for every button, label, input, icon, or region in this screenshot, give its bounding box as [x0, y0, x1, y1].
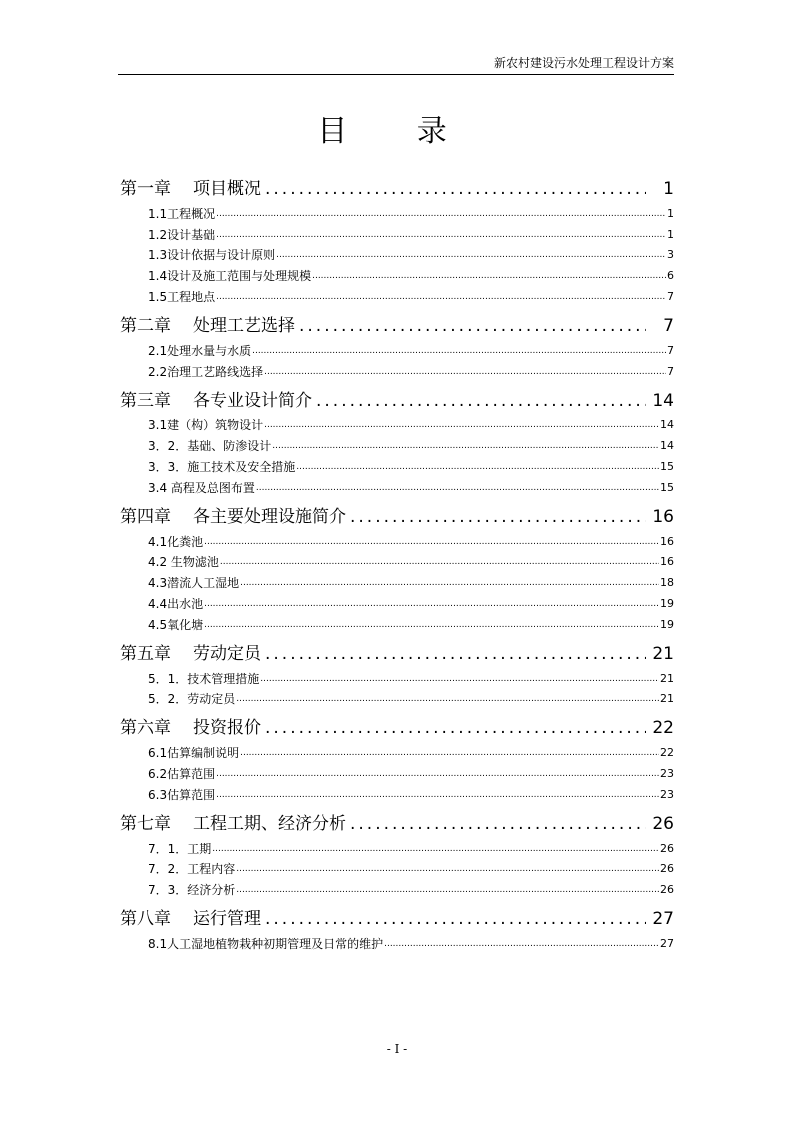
dot-leader — [264, 364, 666, 380]
section-page-number: 27 — [660, 936, 674, 950]
page-title: 目 录 — [317, 114, 477, 149]
toc-chapter-entry[interactable] — [120, 902, 674, 931]
dot-leader — [256, 480, 659, 496]
dot-leader — [265, 642, 646, 666]
dot-leader — [296, 459, 659, 475]
section-title: 5．1．技术管理措施 — [148, 671, 260, 686]
chapter-title: 工程工期、经济分析 — [193, 813, 346, 834]
dot-leader — [204, 617, 659, 633]
dot-leader — [216, 787, 659, 803]
chapter-page-number: 7 — [663, 315, 674, 336]
dot-leader — [384, 936, 659, 952]
toc-section-entry[interactable] — [148, 284, 674, 305]
chapter-number: 第八章 — [120, 909, 171, 930]
section-title: 3.1建（构）筑物设计 — [148, 418, 264, 433]
chapter-title: 各主要处理设施简介 — [193, 506, 346, 527]
chapter-title: 运行管理 — [193, 909, 261, 930]
section-page-number: 7 — [667, 364, 674, 378]
section-page-number: 15 — [660, 480, 674, 494]
toc-section-entry[interactable] — [148, 475, 674, 496]
toc-chapter-entry[interactable] — [120, 637, 674, 666]
toc-section-entry[interactable] — [148, 877, 674, 898]
dot-leader — [265, 177, 646, 201]
dot-leader — [350, 505, 646, 529]
section-title: 3．2．基础、防渗设计 — [148, 439, 272, 454]
dot-leader — [276, 247, 666, 263]
toc-chapter-entry[interactable] — [120, 500, 674, 529]
dot-leader — [312, 268, 666, 284]
dot-leader — [236, 691, 659, 707]
toc-section-entry[interactable] — [148, 761, 674, 782]
toc-chapter-entry[interactable] — [120, 807, 674, 836]
section-page-number: 18 — [660, 576, 674, 590]
chapter-page-number: 21 — [652, 643, 674, 664]
section-title: 4.3潜流人工湿地 — [148, 576, 240, 591]
section-page-number: 19 — [660, 596, 674, 610]
dot-leader — [236, 882, 659, 898]
section-page-number: 23 — [660, 787, 674, 801]
section-title: 3．3．施工技术及安全措施 — [148, 459, 296, 474]
toc-section-entry[interactable] — [148, 222, 674, 243]
section-page-number: 19 — [660, 617, 674, 631]
section-title: 3.4 高程及总图布置 — [148, 480, 255, 495]
dot-leader — [240, 575, 659, 591]
dot-leader — [216, 206, 666, 222]
chapter-number: 第三章 — [120, 390, 171, 411]
toc-chapter-entry[interactable] — [120, 309, 674, 338]
section-title: 5．2．劳动定员 — [148, 692, 236, 707]
chapter-page-number: 16 — [652, 506, 674, 527]
chapter-page-number: 22 — [652, 718, 674, 739]
toc-section-entry[interactable] — [148, 263, 674, 284]
toc-section-entry[interactable] — [148, 740, 674, 761]
section-title: 7．2．工程内容 — [148, 862, 236, 877]
chapter-page-number: 1 — [663, 179, 674, 199]
section-page-number: 23 — [660, 766, 674, 780]
section-page-number: 6 — [667, 269, 674, 283]
section-page-number: 22 — [660, 746, 674, 760]
section-title: 4.5氧化塘 — [148, 617, 204, 632]
chapter-number: 第二章 — [120, 315, 171, 336]
dot-leader — [204, 596, 659, 612]
running-header: 新农村建设污水处理工程设计方案 — [118, 54, 674, 75]
toc-section-entry[interactable] — [148, 836, 674, 857]
dot-leader — [240, 745, 659, 761]
section-page-number: 16 — [660, 534, 674, 548]
section-page-number: 3 — [667, 248, 674, 262]
section-title: 1.2设计基础 — [148, 227, 216, 242]
toc-section-entry[interactable] — [148, 550, 674, 571]
section-title: 6.1估算编制说明 — [148, 746, 240, 761]
section-title: 4.2 生物滤池 — [148, 555, 219, 570]
toc-chapter-entry[interactable] — [120, 172, 674, 201]
section-page-number: 1 — [667, 206, 674, 220]
dot-leader — [216, 289, 666, 305]
toc-section-entry[interactable] — [148, 612, 674, 633]
section-page-number: 26 — [660, 883, 674, 897]
dot-leader — [236, 861, 659, 877]
chapter-title: 劳动定员 — [193, 643, 261, 664]
dot-leader — [316, 389, 646, 413]
chapter-title: 投资报价 — [193, 718, 261, 739]
toc-chapter-entry[interactable] — [120, 711, 674, 740]
toc-section-entry[interactable] — [148, 857, 674, 878]
section-page-number: 26 — [660, 841, 674, 855]
section-title: 1.3设计依据与设计原则 — [148, 248, 276, 263]
toc-section-entry[interactable] — [148, 591, 674, 612]
toc-section-entry[interactable] — [148, 338, 674, 359]
section-page-number: 16 — [660, 555, 674, 569]
chapter-number: 第四章 — [120, 506, 171, 527]
toc-section-entry[interactable] — [148, 201, 674, 222]
dot-leader — [265, 716, 646, 740]
chapter-title: 处理工艺选择 — [193, 315, 295, 336]
toc-section-entry[interactable] — [148, 931, 674, 952]
dot-leader — [216, 227, 666, 243]
section-page-number: 15 — [660, 459, 674, 473]
dot-leader — [299, 314, 646, 338]
toc-section-entry[interactable] — [148, 570, 674, 591]
section-page-number: 26 — [660, 862, 674, 876]
dot-leader — [204, 534, 659, 550]
chapter-page-number: 26 — [652, 813, 674, 834]
chapter-page-number: 14 — [652, 390, 674, 411]
section-page-number: 7 — [667, 289, 674, 303]
table-of-contents — [120, 172, 674, 952]
section-title: 4.1化粪池 — [148, 534, 204, 549]
dot-leader — [212, 841, 659, 857]
toc-section-entry[interactable] — [148, 666, 674, 687]
section-title: 1.1工程概况 — [148, 206, 216, 221]
section-page-number: 1 — [667, 227, 674, 241]
chapter-page-number: 27 — [652, 909, 674, 930]
dot-leader — [216, 766, 659, 782]
dot-leader — [260, 671, 659, 687]
dot-leader — [350, 812, 646, 836]
dot-leader — [264, 417, 659, 433]
toc-section-entry[interactable] — [148, 454, 674, 475]
toc-section-entry[interactable] — [148, 529, 674, 550]
section-title: 7．1．工期 — [148, 841, 212, 856]
toc-section-entry[interactable] — [148, 782, 674, 803]
section-title: 8.1人工湿地植物栽种初期管理及日常的维护 — [148, 936, 384, 951]
section-title: 2.1处理水量与水质 — [148, 343, 252, 358]
section-page-number: 21 — [660, 692, 674, 706]
section-title: 1.5工程地点 — [148, 289, 216, 304]
toc-section-entry[interactable] — [148, 687, 674, 708]
toc-chapter-entry[interactable] — [120, 384, 674, 413]
toc-section-entry[interactable] — [148, 413, 674, 434]
chapter-number: 第一章 — [120, 179, 171, 199]
section-title: 6.2估算范围 — [148, 766, 216, 781]
section-title: 4.4出水池 — [148, 596, 204, 611]
chapter-number: 第七章 — [120, 813, 171, 834]
section-page-number: 21 — [660, 671, 674, 685]
section-title: 2.2治理工艺路线选择 — [148, 364, 264, 379]
section-title: 1.4设计及施工范围与处理规模 — [148, 269, 312, 284]
chapter-title: 各专业设计简介 — [193, 390, 312, 411]
dot-leader — [272, 438, 659, 454]
dot-leader — [220, 554, 659, 570]
chapter-number: 第五章 — [120, 643, 171, 664]
section-page-number: 7 — [667, 343, 674, 357]
section-page-number: 14 — [660, 439, 674, 453]
dot-leader — [252, 343, 666, 359]
chapter-title: 项目概况 — [193, 179, 261, 199]
page-number: - I - — [386, 1042, 408, 1056]
toc-section-entry[interactable] — [148, 243, 674, 264]
section-page-number: 14 — [660, 418, 674, 432]
chapter-number: 第六章 — [120, 718, 171, 739]
section-title: 6.3估算范围 — [148, 787, 216, 802]
dot-leader — [265, 907, 646, 931]
section-title: 7．3．经济分析 — [148, 883, 236, 898]
toc-section-entry[interactable] — [148, 433, 674, 454]
toc-section-entry[interactable] — [148, 359, 674, 380]
